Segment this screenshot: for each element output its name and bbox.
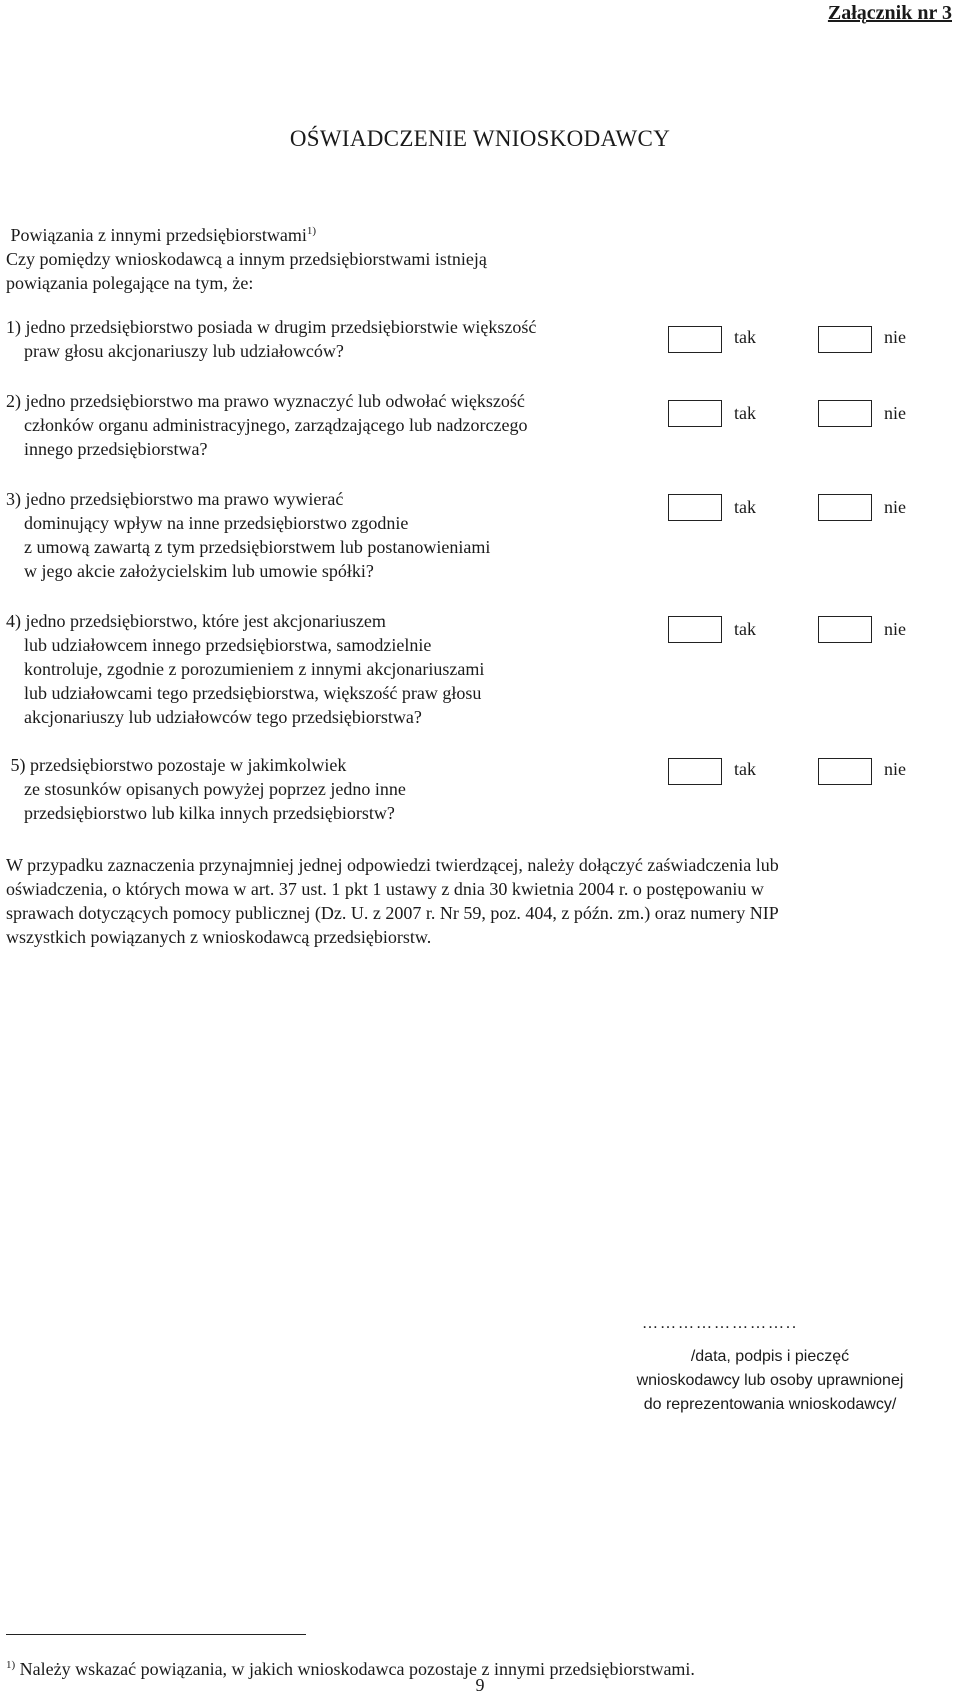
yes-checkbox-4[interactable] <box>668 616 722 643</box>
intro-block <box>6 219 487 295</box>
no-label: nie <box>884 619 906 639</box>
no-label: nie <box>884 327 906 347</box>
question-4 <box>6 609 484 729</box>
question-line: ze stosunków opisanych powyżej poprzez jedno inne <box>24 779 406 799</box>
question-line <box>6 487 490 511</box>
question-number: 4) <box>6 611 21 631</box>
signature-line: /data, podpis i pieczęć <box>690 1348 850 1365</box>
footnote-marker: 1) <box>6 1659 16 1671</box>
note-line: sprawach dotyczących pomocy publicznej (Dz. U. z 2007 r. Nr 59, poz. 404, z późn. zm.) oraz numery NIP <box>6 903 779 923</box>
question-text: jedno przedsiębiorstwo posiada w drugim przedsiębiorstwie większość <box>25 317 537 337</box>
no-checkbox-5[interactable] <box>818 758 872 785</box>
document-title: OŚWIADCZENIE WNIOSKODAWCY <box>289 126 671 151</box>
no-label: nie <box>884 759 906 779</box>
question-line: w jego akcie założycielskim lub umowie spółki? <box>24 561 374 581</box>
question-line <box>6 315 536 339</box>
yes-checkbox-2[interactable] <box>668 400 722 427</box>
yes-label: tak <box>734 327 756 347</box>
question-line: praw głosu akcjonariuszy lub udziałowców? <box>24 341 344 361</box>
question-number: 3) <box>6 489 21 509</box>
footnote-text: Należy wskazać powiązania, w jakich wnioskodawca pozostaje z innymi przedsiębiorstwami. <box>19 1659 695 1679</box>
no-label: nie <box>884 497 906 517</box>
question-1 <box>6 315 536 363</box>
question-line: przedsiębiorstwo lub kilka innych przedsiębiorstw? <box>24 803 395 823</box>
footnote-ref: 1) <box>306 225 317 237</box>
question-line <box>6 609 484 633</box>
instruction-paragraph <box>6 853 954 949</box>
question-line: akcjonariuszy lub udziałowców tego przedsiębiorstwa? <box>24 707 422 727</box>
question-text: jedno przedsiębiorstwo, które jest akcjonariuszem <box>25 611 386 631</box>
yes-checkbox-1[interactable] <box>668 326 722 353</box>
intro-heading-text: Powiązania z innymi przedsiębiorstwami <box>10 225 307 245</box>
signature-block <box>600 1345 940 1417</box>
question-text: jedno przedsiębiorstwo ma prawo wywierać <box>25 489 344 509</box>
question-text: przedsiębiorstwo pozostaje w jakimkolwiek <box>30 755 347 775</box>
yes-checkbox-3[interactable] <box>668 494 722 521</box>
intro-line: powiązania polegające na tym, że: <box>6 273 254 293</box>
yes-label: tak <box>734 759 756 779</box>
note-line: wszystkich powiązanych z wnioskodawcą przedsiębiorstw. <box>6 927 432 947</box>
question-line: dominujący wpływ na inne przedsiębiorstwo zgodnie <box>24 513 409 533</box>
signature-line: do reprezentowania wnioskodawcy/ <box>643 1396 897 1413</box>
question-line: kontroluje, zgodnie z porozumieniem z innymi akcjonariuszami <box>24 659 485 679</box>
yes-checkbox-5[interactable] <box>668 758 722 785</box>
yes-label: tak <box>734 497 756 517</box>
question-number: 2) <box>6 391 21 411</box>
no-label: nie <box>884 403 906 423</box>
question-line <box>6 389 527 413</box>
note-line: W przypadku zaznaczenia przynajmniej jednej odpowiedzi twierdzącej, należy dołączyć zaświadczenia lub <box>6 855 779 875</box>
intro-line: Czy pomiędzy wnioskodawcą a innym przedsiębiorstwami istnieją <box>6 249 487 269</box>
question-line: członków organu administracyjnego, zarządzającego lub nadzorczego <box>24 415 528 435</box>
question-5 <box>6 753 406 825</box>
question-line: innego przedsiębiorstwa? <box>24 439 208 459</box>
question-line: z umową zawartą z tym przedsiębiorstwem lub postanowieniami <box>24 537 491 557</box>
no-checkbox-3[interactable] <box>818 494 872 521</box>
question-line: lub udziałowcem innego przedsiębiorstwa, samodzielnie <box>24 635 432 655</box>
annex-label: Załącznik nr 3 <box>827 2 952 24</box>
question-number: 1) <box>6 317 21 337</box>
signature-line: wnioskodawcy lub osoby uprawnionej <box>636 1372 904 1389</box>
no-checkbox-1[interactable] <box>818 326 872 353</box>
question-3 <box>6 487 490 583</box>
no-checkbox-2[interactable] <box>818 400 872 427</box>
question-line <box>6 753 406 777</box>
signature-dots: …………………….. <box>642 1315 798 1332</box>
page-number: 9 <box>475 1675 485 1695</box>
note-line: oświadczenia, o których mowa w art. 37 ust. 1 pkt 1 ustawy z dnia 30 kwietnia 2004 r. o postępowaniu w <box>6 879 764 899</box>
question-number: 5) <box>10 755 26 775</box>
intro-heading <box>6 219 487 247</box>
question-text: jedno przedsiębiorstwo ma prawo wyznaczyć lub odwołać większość <box>25 391 525 411</box>
yes-label: tak <box>734 403 756 423</box>
question-2 <box>6 389 527 461</box>
footnote-divider <box>6 1634 306 1635</box>
no-checkbox-4[interactable] <box>818 616 872 643</box>
question-line: lub udziałowcami tego przedsiębiorstwa, większość praw głosu <box>24 683 482 703</box>
yes-label: tak <box>734 619 756 639</box>
